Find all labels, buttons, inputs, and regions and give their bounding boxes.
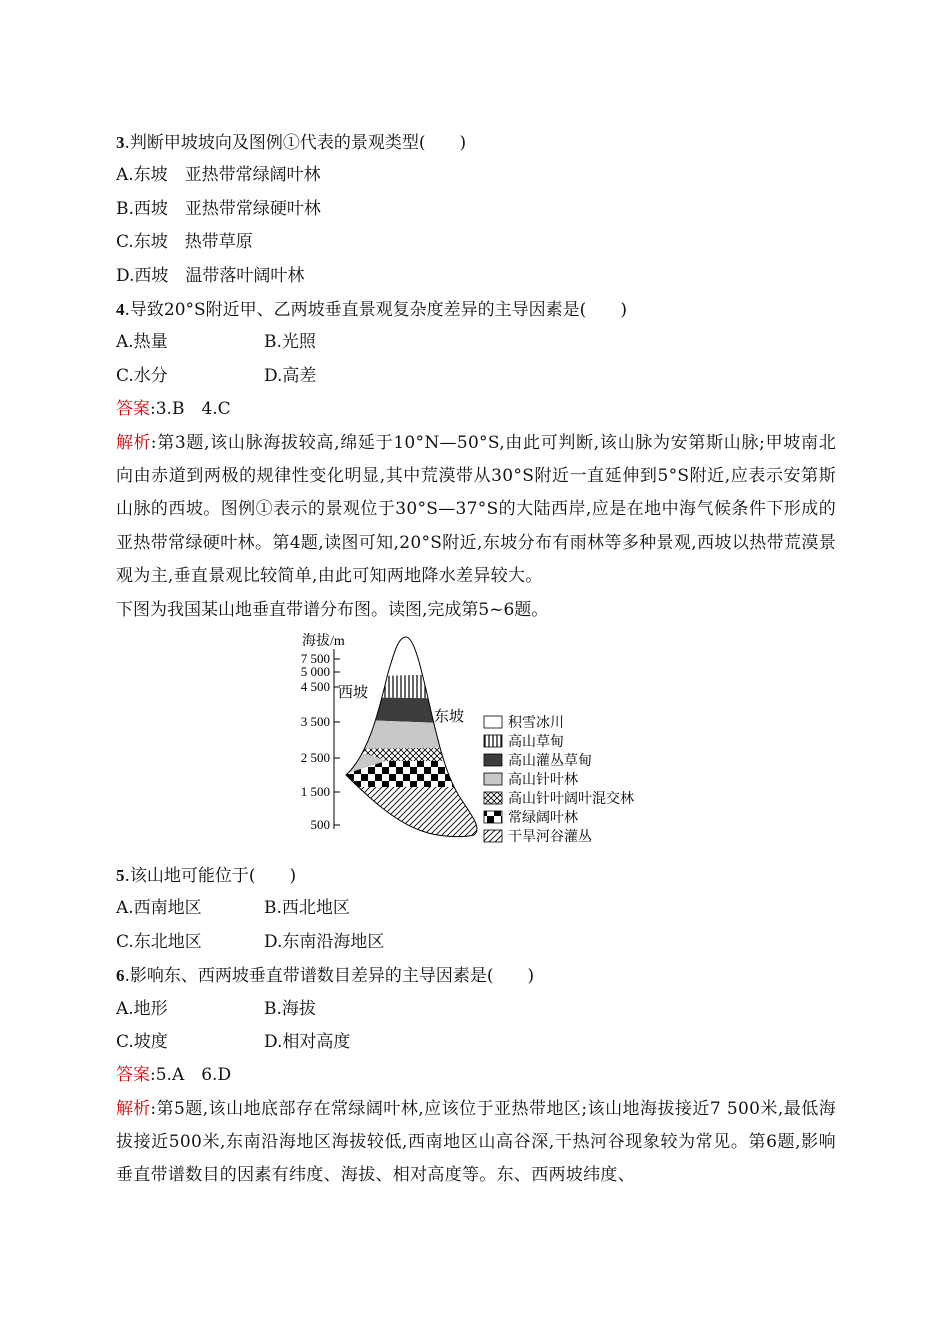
tick-label: 4 500	[300, 678, 330, 694]
question-6-stem: 6.影响东、西两坡垂直带谱数目差异的主导因素是( )	[116, 966, 535, 987]
options-row	[116, 926, 836, 959]
question-number: 5	[116, 865, 125, 885]
tick-label: 7 500	[300, 650, 330, 666]
analysis-paragraph: 解析:第5题,该山地底部存在常绿阔叶林,应该位于亚热带地区;该山地海拔接近7 500米,最低海拔接近500米,东南沿海地区海拔较低,西南地区山高谷深,干热河谷现象较为常见。第6题,影响垂直带谱数目的因素有纬度、海拔、相对高度等。东、西两坡纬度、	[116, 1098, 836, 1186]
option-d: D.相对高度	[264, 1031, 351, 1052]
option-a: A.热量	[116, 332, 168, 353]
y-axis-label: 海拔/m	[302, 633, 345, 649]
tick-label: 1 500	[300, 783, 330, 799]
analysis-paragraph: 解析:第3题,该山脉海拔较高,绵延于10°N—50°S,由此可判断,该山脉为安第斯山脉;甲坡南北向由赤道到两极的规律性变化明显,其中荒漠带从30°S附近一直延伸到5°S附近,应表示安第斯山脉的西坡。图例①表示的景观位于30°S—37°S的大陆西岸,应是在地中海气候条件下形成的亚热带常绿硬叶林。第4题,读图可知,20°S附近,东坡分布有雨林等多种景观,西坡以热带荒漠景观为主,垂直景观比较简单,由此可知两地降水差异较大。	[116, 432, 836, 587]
answer-line: 答案:3.B 4.C	[116, 399, 231, 420]
legend-item: 常绿阔叶林	[508, 810, 578, 826]
option-a: A.地形	[116, 998, 168, 1019]
tick-label: 3 500	[300, 713, 330, 729]
mountain-profile	[336, 627, 496, 847]
question-number: 6	[116, 966, 125, 986]
legend-item: 干旱河谷灌丛	[508, 829, 592, 845]
zone-alpine-shrub-meadow	[336, 697, 496, 725]
option-c: C.东坡 热带草原	[116, 232, 253, 253]
option-d: D.西坡 温带落叶阔叶林	[116, 265, 305, 286]
question-3-stem: 3.判断甲坡坡向及图例①代表的景观类型( )	[116, 133, 467, 153]
legend-item: 高山针叶阔叶混交林	[508, 791, 634, 807]
question-number: 4	[116, 299, 125, 319]
question-4-stem: 4.导致20°S附近甲、乙两坡垂直景观复杂度差异的主导因素是( )	[116, 299, 627, 320]
answer-label: 答案	[116, 1065, 150, 1086]
vertical-zone-figure	[116, 627, 836, 859]
answer-label: 答案	[116, 399, 150, 420]
zone-alpine-coniferous	[336, 719, 496, 749]
tick-label: 5 000	[300, 663, 330, 679]
analysis-label: 解析	[116, 432, 151, 453]
legend-item: 积雪冰川	[508, 715, 564, 731]
question-5-stem: 5.该山地可能位于( )	[116, 865, 297, 886]
options-row	[116, 1026, 836, 1059]
tick-label: 500	[310, 816, 330, 832]
answer-line: 答案:5.A 6.D	[116, 1065, 232, 1086]
option-c: C.水分	[116, 365, 168, 386]
legend-item: 高山草甸	[508, 734, 564, 750]
tick-label: 2 500	[300, 749, 330, 765]
question-number: 3	[116, 133, 125, 152]
legend-item: 高山灌丛草甸	[508, 753, 592, 769]
legend-item: 高山针叶林	[508, 772, 578, 788]
option-b: B.西坡 亚热带常绿硬叶林	[116, 198, 321, 219]
figure-intro: 下图为我国某山地垂直带谱分布图。读图,完成第5~6题。	[116, 599, 549, 620]
legend	[484, 715, 634, 845]
option-b: B.西北地区	[264, 898, 350, 919]
option-b: B.海拔	[264, 998, 316, 1019]
options-row	[116, 993, 836, 1026]
option-b: B.光照	[264, 332, 316, 353]
document-page	[116, 126, 836, 1193]
option-d: D.东南沿海地区	[264, 931, 385, 952]
west-slope-label: 西坡	[338, 684, 369, 701]
east-slope-label: 东坡	[434, 708, 465, 725]
options-row	[116, 892, 836, 925]
options-row	[116, 326, 836, 359]
option-a: A.西南地区	[116, 898, 202, 919]
option-d: D.高差	[264, 365, 317, 386]
option-a: A.东坡 亚热带常绿阔叶林	[116, 165, 321, 186]
analysis-label: 解析	[116, 1098, 151, 1119]
option-c: C.东北地区	[116, 931, 202, 952]
vertical-zone-diagram	[116, 627, 836, 859]
option-c: C.坡度	[116, 1031, 168, 1052]
options-row	[116, 360, 836, 393]
